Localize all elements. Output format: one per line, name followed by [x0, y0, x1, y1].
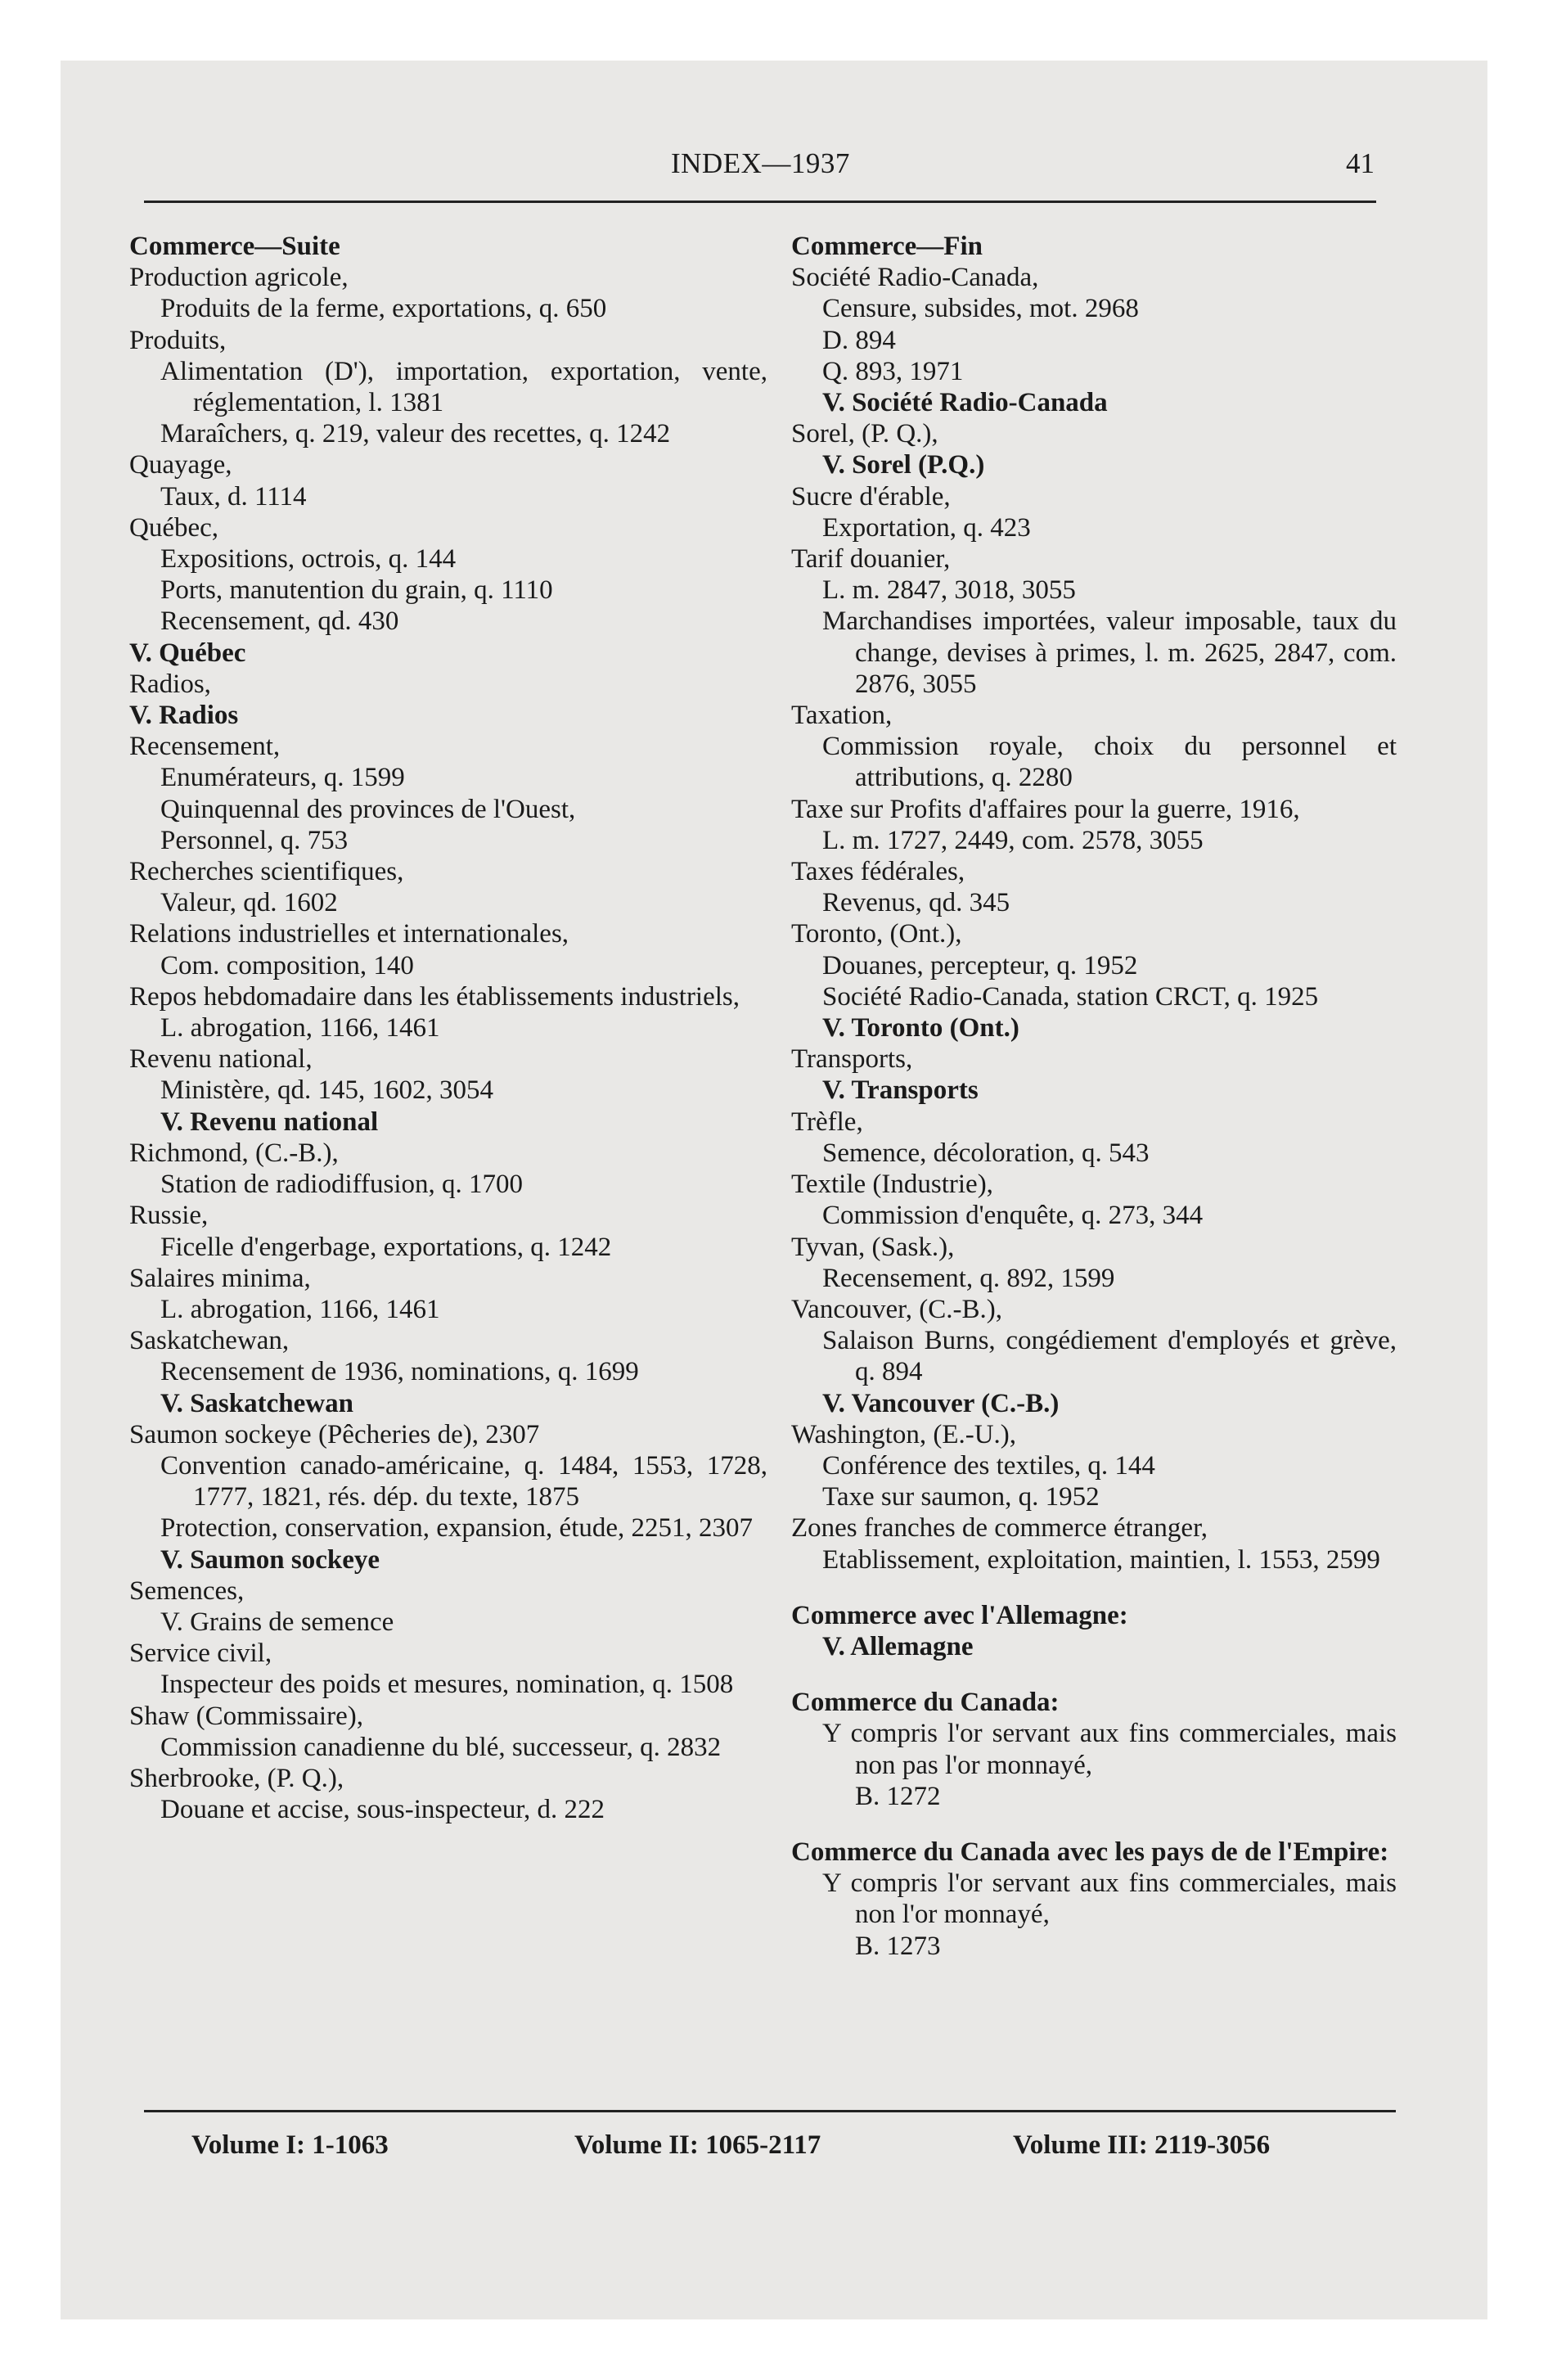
entry-spacer: [791, 1662, 1397, 1687]
entry-spacer: [791, 1812, 1397, 1837]
index-entry: Tarif douanier,: [791, 544, 951, 575]
index-entry: Relations industrielles et internationales,: [129, 919, 569, 949]
index-entry: Sucre d'érable,: [791, 481, 951, 512]
volume-3-range: Volume III: 2119-3056: [1013, 2130, 1271, 2160]
index-entry: Zones franches de commerce étranger,: [791, 1513, 1208, 1544]
index-entry: Washington, (E.-U.),: [791, 1419, 1017, 1449]
index-entry: Recherches scientifiques,: [129, 857, 404, 887]
index-entry: Inspecteur des poids et mesures, nomination, q. 1508: [160, 1670, 734, 1700]
index-entry: L. abrogation, 1166, 1461: [160, 1013, 440, 1044]
index-entry: Ministère, qd. 145, 1602, 3054: [160, 1075, 493, 1106]
index-column-left: [129, 231, 767, 1825]
index-entry: Transports,: [791, 1044, 913, 1075]
index-entry: Salaires minima,: [129, 1263, 311, 1293]
see-reference: V. Saumon sockeye: [160, 1544, 380, 1575]
index-entry: Salaison Burns, congédiement d'employés et grève, q. 894: [822, 1326, 1397, 1387]
index-heading: Commerce avec l'Allemagne:: [791, 1600, 1128, 1630]
see-reference: V. Sorel (P.Q.): [822, 450, 985, 480]
index-entry: Saumon sockeye (Pêcheries de), 2307: [129, 1419, 540, 1449]
index-entry: Saskatchewan,: [129, 1326, 290, 1356]
index-entry: Commission canadienne du blé, successeur, q. 2832: [160, 1732, 722, 1762]
index-entry: Commerce—Suite: [129, 232, 340, 261]
index-entry: Semence, décoloration, q. 543: [822, 1138, 1150, 1168]
index-entry: Russie,: [129, 1201, 209, 1231]
index-entry: Recensement, qd. 430: [160, 606, 399, 637]
index-entry: Sorel, (P. Q.),: [791, 419, 938, 449]
index-entry: Revenu national,: [129, 1044, 313, 1075]
index-entry: Maraîchers, q. 219, valeur des recettes, q. 1242: [160, 419, 671, 449]
index-entry: D. 894: [822, 325, 896, 355]
see-reference: V. Allemagne: [822, 1631, 974, 1661]
index-entry: Service civil,: [129, 1639, 272, 1669]
index-entry: Q. 893, 1971: [822, 356, 964, 386]
index-entry: Textile (Industrie),: [791, 1170, 993, 1200]
volume-footer: [144, 2130, 1396, 2171]
index-entry: Production agricole,: [129, 263, 349, 293]
header-rule: [144, 201, 1376, 203]
entry-spacer: [791, 1575, 1397, 1600]
page-title: INDEX—1937: [671, 147, 850, 179]
index-entry: Convention canado-américaine, q. 1484, 1553, 1728, 1777, 1821, rés. dép. du texte, 1875: [160, 1450, 767, 1512]
index-entry: Y compris l'or servant aux fins commerciales, mais non l'or monnayé,: [822, 1868, 1397, 1930]
index-entry: Revenus, qd. 345: [822, 888, 1010, 918]
index-entry: Radios,: [129, 669, 211, 699]
see-reference: V. Québec: [129, 638, 246, 668]
index-entry: Commission royale, choix du personnel et attributions, q. 2280: [822, 732, 1397, 793]
index-entry: Marchandises importées, valeur imposable, taux du change, devises à primes, l. m. 2625, 2847, com. 2876, 3055: [822, 606, 1397, 699]
index-entry: Etablissement, exploitation, maintien, l. 1553, 2599: [822, 1544, 1380, 1575]
index-heading: Commerce du Canada avec les pays de de l'Empire:: [791, 1837, 1389, 1867]
index-entry: Exportation, q. 423: [822, 512, 1031, 543]
index-entry: Douane et accise, sous-inspecteur, d. 222: [160, 1795, 605, 1825]
index-entry: Quinquennal des provinces de l'Ouest,: [160, 794, 576, 824]
index-entry: Recensement de 1936, nominations, q. 1699: [160, 1357, 639, 1387]
index-entry: Commission d'enquête, q. 273, 344: [822, 1201, 1204, 1231]
index-entry: Taxe sur Profits d'affaires pour la guerre, 1916,: [791, 794, 1300, 824]
see-reference: V. Vancouver (C.-B.): [822, 1388, 1060, 1418]
index-entry: Sherbrooke, (P. Q.),: [129, 1763, 344, 1793]
index-entry: Produits,: [129, 325, 227, 355]
index-entry: Alimentation (D'), importation, exportation, vente, réglementation, l. 1381: [160, 356, 767, 418]
index-entry: Tyvan, (Sask.),: [791, 1232, 955, 1262]
see-reference: V. Revenu national: [160, 1107, 379, 1137]
see-reference: V. Toronto (Ont.): [822, 1013, 1019, 1044]
index-entry: Ports, manutention du grain, q. 1110: [160, 575, 553, 606]
index-entry: Expositions, octrois, q. 144: [160, 544, 457, 575]
page-header: [147, 147, 1375, 188]
see-reference: V. Saskatchewan: [160, 1388, 353, 1418]
index-entry: L. m. 1727, 2449, com. 2578, 3055: [822, 825, 1204, 855]
volume-2-range: Volume II: 1065-2117: [574, 2130, 821, 2160]
index-entry: Protection, conservation, expansion, étude, 2251, 2307: [160, 1513, 754, 1544]
index-entry: Recensement,: [129, 732, 281, 762]
index-entry: Enumérateurs, q. 1599: [160, 763, 405, 793]
index-entry: Repos hebdomadaire dans les établissements industriels,: [129, 981, 740, 1012]
see-reference: V. Société Radio-Canada: [822, 388, 1108, 418]
index-entry: Québec,: [129, 512, 219, 543]
index-entry: Taxe sur saumon, q. 1952: [822, 1482, 1100, 1512]
index-entry: Ficelle d'engerbage, exportations, q. 1242: [160, 1232, 612, 1262]
footer-rule: [144, 2110, 1396, 2112]
volume-1-range: Volume I: 1-1063: [191, 2130, 389, 2160]
index-entry: Recensement, q. 892, 1599: [822, 1263, 1115, 1293]
index-entry: Taxation,: [791, 701, 893, 731]
index-entry: B. 1272: [855, 1781, 941, 1811]
index-entry: Quayage,: [129, 450, 232, 480]
index-entry: Valeur, qd. 1602: [160, 888, 338, 918]
index-entry: Vancouver, (C.-B.),: [791, 1294, 1003, 1324]
index-entry: Com. composition, 140: [160, 950, 414, 980]
index-heading: Commerce du Canada:: [791, 1688, 1060, 1718]
index-entry: Douanes, percepteur, q. 1952: [822, 950, 1138, 980]
index-entry: Station de radiodiffusion, q. 1700: [160, 1170, 524, 1200]
index-entry: B. 1273: [855, 1931, 941, 1961]
see-reference: V. Radios: [129, 701, 239, 731]
index-entry: Personnel, q. 753: [160, 825, 349, 855]
index-entry: L. m. 2847, 3018, 3055: [822, 575, 1076, 606]
index-entry: Y compris l'or servant aux fins commerciales, mais non pas l'or monnayé,: [822, 1719, 1397, 1780]
index-entry: Semences,: [129, 1575, 245, 1606]
index-entry: Shaw (Commissaire),: [129, 1701, 363, 1731]
index-entry: Toronto, (Ont.),: [791, 919, 962, 949]
index-entry: Conférence des textiles, q. 144: [822, 1450, 1155, 1481]
index-entry: V. Grains de semence: [160, 1607, 394, 1637]
index-entry: Taux, d. 1114: [160, 481, 307, 512]
index-entry: Censure, subsides, mot. 2968: [822, 294, 1139, 324]
index-entry: Société Radio-Canada, station CRCT, q. 1925: [822, 981, 1319, 1012]
index-entry: Commerce—Fin: [791, 232, 983, 261]
index-entry: Richmond, (C.-B.),: [129, 1138, 339, 1168]
index-column-right: [791, 231, 1397, 1962]
index-entry: L. abrogation, 1166, 1461: [160, 1294, 440, 1324]
index-entry: Taxes fédérales,: [791, 857, 965, 887]
index-entry: Produits de la ferme, exportations, q. 650: [160, 294, 607, 324]
see-reference: V. Transports: [822, 1075, 979, 1106]
index-entry: Trèfle,: [791, 1107, 863, 1137]
page-number: 41: [1346, 147, 1375, 179]
index-entry: Société Radio-Canada,: [791, 263, 1039, 293]
